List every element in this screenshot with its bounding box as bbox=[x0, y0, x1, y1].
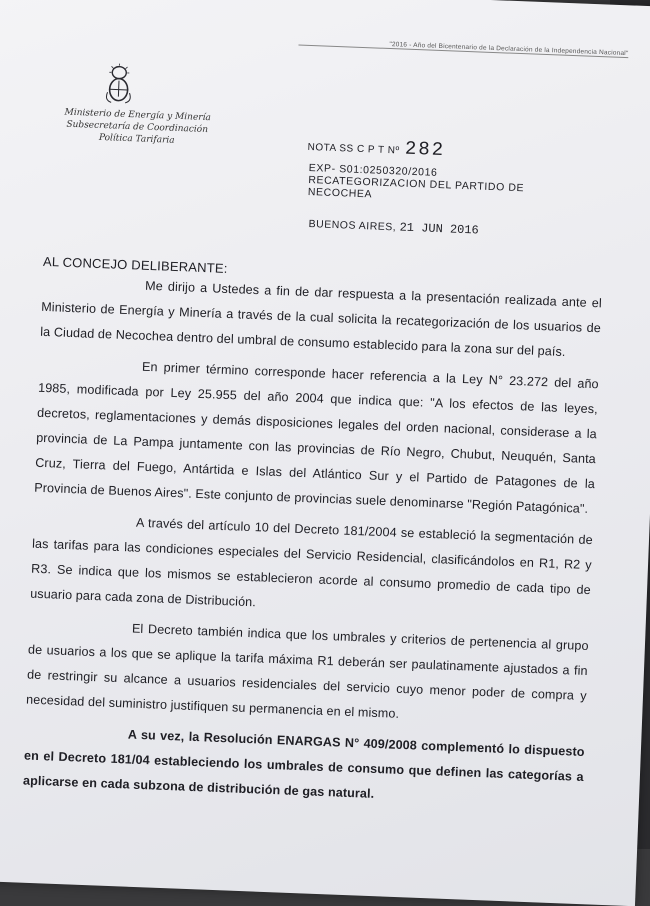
letter-body bbox=[22, 270, 602, 821]
expediente-subject: RECATEGORIZACION DEL PARTIDO DE NECOCHEA bbox=[308, 174, 579, 208]
subsecretariat-name: Subsecretaría de Coordinación bbox=[37, 118, 237, 138]
expediente-number: EXP- S01:0250320/2016 bbox=[309, 162, 579, 184]
date-line bbox=[308, 217, 479, 238]
paragraph-1: Me dirijo a Ustedes a fin de dar respuesta a la presentación realizada ante el Ministerio de Energía y Minería a través de la cual solicita la recategorización de los usuarios de la Ciudad de Necochea dentro del umbral de consumo establecido para la zona sur del país. bbox=[40, 270, 602, 366]
salutation: AL CONCEJO DELIBERANTE: bbox=[43, 254, 228, 276]
nota-number: 282 bbox=[405, 138, 446, 162]
argentine-coat-of-arms-icon bbox=[101, 62, 137, 105]
nota-number-prefix: Nº bbox=[387, 145, 399, 156]
paragraph-2: En primer término corresponde hacer referencia a la Ley N° 23.272 del año 1985, modificada por Ley 25.955 del año 2004 que indica que: "A los efectos de las leyes, decretos, reglamentaciones y demás disposiciones legales del orden nacional, considerase a la provincia de La Pampa juntamente con las provincias de Río Negro, Chubut, Neuquén, Santa Cruz, Tierra del Fuego, Antártida e Islas del Atlántico Sur y el Partido de Patagones de la Provincia de Buenos Aires". Este conjunto de provincias suele denominarse "Región Patagónica". bbox=[34, 351, 599, 522]
expediente-block bbox=[308, 162, 579, 208]
ministry-letterhead bbox=[37, 106, 238, 150]
office-name: Política Tarifaria bbox=[37, 130, 237, 150]
nota-label: NOTA SS C P T bbox=[307, 142, 384, 156]
paragraph-4: El Decreto también indica que los umbrales y criterios de pertenencia al grupo de usuarios a los que se aplique la tarifa máxima R1 deberán ser paulatinamente ajustados a fin de restringir su alcance a usuarios residenciales del servicio cuyo menor poder de compra y necesidad del suministro justifiquen su permanencia en el mismo. bbox=[26, 613, 589, 734]
paragraph-3: A través del artículo 10 del Decreto 181/2004 se estableció la segmentación de las tarifas para las condiciones especiales del Servicio Residencial, clasificándolos en R1, R2 y R3. Se indica que los mismos se establecieron acorde al consumo promedio de cada tipo de usuario para cada zona de Distribución. bbox=[30, 507, 593, 628]
date-stamp: 21 JUN 2016 bbox=[399, 221, 479, 238]
date-city: BUENOS AIRES, bbox=[308, 218, 396, 233]
nota-reference bbox=[307, 134, 445, 161]
paragraph-5: A su vez, la Resolución ENARGAS N° 409/2008 complementó lo dispuesto en el Decreto 181/04 estableciendo los umbrales de consumo que definen las categorías a aplicarse en cada subzona de distribución de gas natural. bbox=[23, 719, 585, 815]
year-motto-header: "2016 - Año del Bicentenario de la Declaración de la Independencia Nacional" bbox=[298, 37, 628, 58]
ministry-name: Ministerio de Energía y Minería bbox=[38, 106, 238, 126]
